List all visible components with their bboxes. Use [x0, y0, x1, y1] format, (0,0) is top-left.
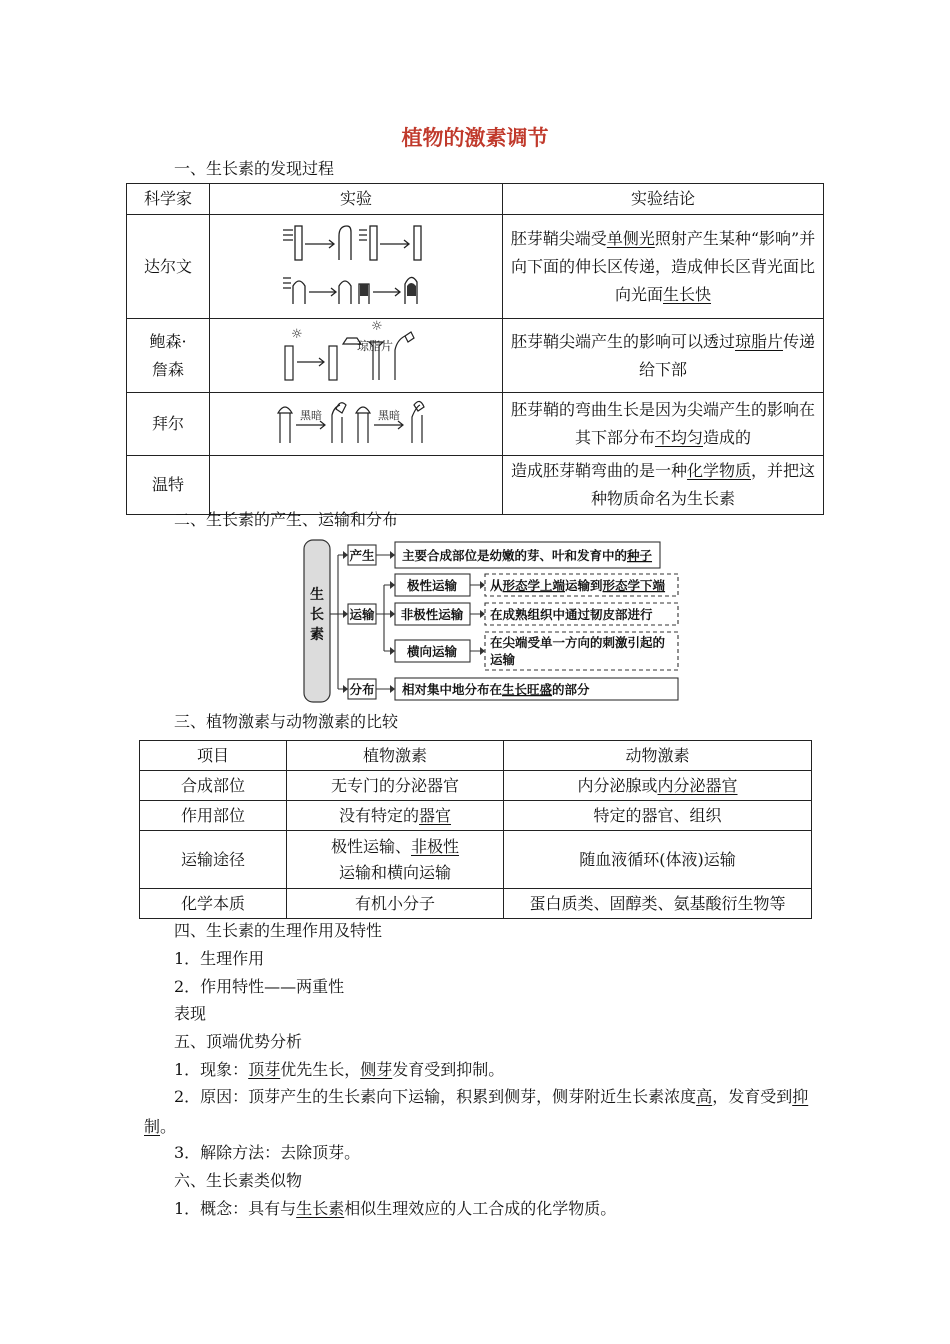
section-heading-4: 四、生长素的生理作用及特性 — [174, 921, 383, 940]
s4-item-3: 表现 — [174, 1004, 207, 1023]
s4-item-2: 2．作用特性——两重性 — [174, 977, 345, 996]
scientist-darwin: 达尔文 — [127, 215, 210, 319]
s6-item-1: 1．概念：具有与生长素相似生理效应的人工合成的化学物质。 — [174, 1199, 617, 1218]
darwin-experiment-figure — [281, 216, 431, 308]
header-item: 项目 — [140, 741, 287, 771]
s4-item-1: 1．生理作用 — [174, 949, 265, 968]
conclusion-boysen-jensen: 胚芽鞘尖端产生的影响可以透过琼脂片传递给下部 — [503, 319, 824, 393]
diagram-distribution-text: 相对集中地分布在生长旺盛的部分 — [402, 682, 590, 697]
header-scientist: 科学家 — [127, 184, 210, 215]
row-synthesis-item: 合成部位 — [140, 771, 287, 801]
diagram-lateral-label: 横向运输 — [406, 644, 458, 659]
svg-text:☼: ☼ — [291, 327, 303, 342]
page-title: 植物的激素调节 — [401, 126, 549, 150]
row-target-animal: 特定的器官、组织 — [504, 801, 812, 831]
diagram-transport-label: 运输 — [349, 607, 375, 622]
header-plant-hormone: 植物激素 — [287, 741, 504, 771]
diagram-lateral-text-1: 在尖端受单一方向的刺激引起的 — [490, 635, 666, 650]
row-chemistry-animal: 蛋白质类、固醇类、氨基酸衍生物等 — [504, 889, 812, 919]
auxin-diagram — [300, 537, 684, 705]
svg-text:黑暗: 黑暗 — [300, 408, 322, 422]
diagram-production-text: 主要合成部位是幼嫩的芽、叶和发育中的种子 — [402, 548, 653, 563]
scientist-paal: 拜尔 — [127, 393, 210, 456]
discovery-table — [126, 183, 824, 515]
boysen-jensen-experiment-figure — [281, 320, 431, 382]
row-synthesis-plant: 无专门的分泌器官 — [287, 771, 504, 801]
row-transport-animal: 随血液循环(体液)运输 — [504, 831, 812, 889]
svg-text:☼: ☼ — [371, 320, 383, 334]
conclusion-darwin: 胚芽鞘尖端受单侧光照射产生某种“影响”并向下面的伸长区传递，造成伸长区背光面比向光面生长快 — [503, 215, 824, 319]
svg-text:黑暗: 黑暗 — [378, 408, 400, 422]
diagram-nonpolar-text: 在成熟组织中通过韧皮部进行 — [490, 607, 653, 622]
diagram-nonpolar-label: 非极性运输 — [400, 607, 464, 622]
row-target-item: 作用部位 — [140, 801, 287, 831]
conclusion-paal: 胚芽鞘的弯曲生长是因为尖端产生的影响在其下部分布不均匀造成的 — [503, 393, 824, 456]
s5-item-2: 2．原因：顶芽产生的生长素向下运输，积累到侧芽，侧芽附近生长素浓度高，发育受到抑制。 — [144, 1087, 809, 1136]
diagram-lateral-text-2: 运输 — [490, 652, 516, 667]
hormone-comparison-table — [139, 740, 812, 919]
scientist-boysen-jensen: 鲍森· 詹森 — [127, 319, 210, 393]
header-animal-hormone: 动物激素 — [504, 741, 812, 771]
s5-item-1: 1．现象：顶芽优先生长，侧芽发育受到抑制。 — [174, 1060, 505, 1079]
diagram-center-char-1: 生 — [310, 587, 324, 603]
row-transport-plant: 极性运输、非极性 运输和横向运输 — [287, 831, 504, 889]
svg-text:琼脂片: 琼脂片 — [357, 339, 394, 353]
diagram-center-char-3: 素 — [310, 627, 324, 643]
diagram-center-char-2: 长 — [310, 607, 324, 623]
row-chemistry-item: 化学本质 — [140, 889, 287, 919]
section-heading-2: 二、生长素的产生、运输和分布 — [174, 510, 399, 529]
row-transport-item: 运输途径 — [140, 831, 287, 889]
experiment-figure-darwin — [210, 215, 503, 319]
section-heading-5: 五、顶端优势分析 — [174, 1032, 303, 1051]
row-chemistry-plant: 有机小分子 — [287, 889, 504, 919]
paal-experiment-figure — [276, 395, 436, 445]
header-experiment: 实验 — [210, 184, 503, 215]
diagram-distribution-label: 分布 — [349, 682, 375, 697]
diagram-production-label: 产生 — [349, 548, 375, 563]
header-conclusion: 实验结论 — [503, 184, 824, 215]
diagram-polar-text: 从形态学上端运输到形态学下端 — [490, 578, 666, 593]
experiment-figure-boysen-jensen — [210, 319, 503, 393]
diagram-polar-label: 极性运输 — [406, 578, 458, 593]
s5-item-3: 3．解除方法：去除顶芽。 — [174, 1143, 361, 1162]
section-heading-1: 一、生长素的发现过程 — [174, 159, 335, 178]
section-heading-6: 六、生长素类似物 — [174, 1171, 303, 1190]
row-target-plant: 没有特定的器官 — [287, 801, 504, 831]
scientist-went: 温特 — [127, 456, 210, 515]
experiment-figure-paal — [210, 393, 503, 456]
conclusion-went: 造成胚芽鞘弯曲的是一种化学物质，并把这种物质命名为生长素 — [503, 456, 824, 515]
section-heading-3: 三、植物激素与动物激素的比较 — [174, 712, 399, 731]
row-synthesis-animal: 内分泌腺或内分泌器官 — [504, 771, 812, 801]
experiment-figure-went — [210, 456, 503, 515]
